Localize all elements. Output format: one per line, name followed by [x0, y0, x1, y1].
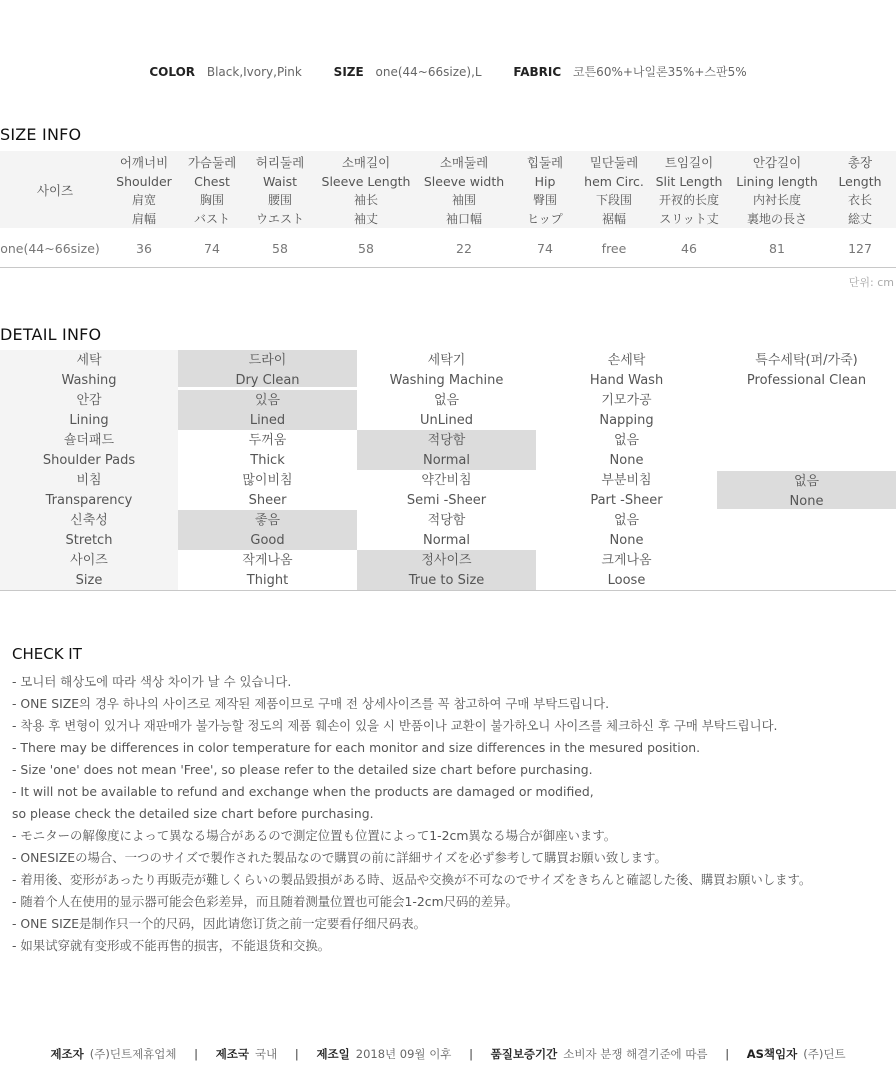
option-pads-none: 없음 None	[609, 433, 644, 468]
detail-row-stretch	[0, 510, 896, 550]
footer-manufacturer-value: (주)딘트제휴업체	[89, 1047, 177, 1061]
option-true-to-size: 정사이즈 True to Size	[357, 550, 536, 590]
option-washing-machine: 세탁기 Washing Machine	[389, 353, 504, 388]
size-col-sleeve-width: 소매둘레 Sleeve width 袖围 袖口幅	[423, 155, 505, 226]
option-dry-clean: 드라이 Dry Clean	[178, 350, 357, 387]
detail-label-stretch: 신축성 Stretch	[0, 510, 178, 550]
option-unlined: 없음 UnLined	[419, 393, 474, 428]
option-semi-sheer: 약간비침 Semi -Sheer	[406, 473, 487, 508]
option-thight: 작게나옴 Thight	[242, 553, 293, 588]
option-thick: 두꺼움 Thick	[248, 433, 287, 468]
color-value: Black,Ivory,Pink	[206, 65, 302, 79]
option-stretch-none: 없음 None	[609, 513, 644, 548]
detail-label-shoulder-pads: 숄더패드 Shoulder Pads	[0, 430, 178, 470]
detail-table	[0, 350, 896, 591]
size-value-sleeve-width: 22	[456, 241, 472, 256]
size-value-sleeve-length: 58	[358, 241, 374, 256]
check-line: - ONE SIZE是制作只一个的尺码，因此请您订货之前一定要看仔细尺码表。	[12, 916, 426, 931]
size-col-length: 총장 Length 衣长 総丈	[838, 155, 882, 226]
size-col-chest: 가슴둘레 Chest 胸围 バスト	[187, 155, 237, 226]
size-value-slit: 46	[681, 241, 697, 256]
option-stretch-good: 좋음 Good	[178, 510, 357, 550]
size-info-title: SIZE INFO	[0, 125, 82, 144]
detail-row-lining	[0, 390, 896, 430]
check-line: - 모니터 해상도에 따라 색상 차이가 날 수 있습니다.	[12, 674, 292, 689]
check-line: - 如果试穿就有变形或不能再售的损害，不能退货和交换。	[12, 938, 331, 953]
option-sheer: 많이비침 Sheer	[242, 473, 293, 508]
option-loose: 크게나옴 Loose	[601, 553, 652, 588]
detail-label-lining: 안감 Lining	[0, 390, 178, 430]
detail-row-size	[0, 550, 896, 590]
check-line: - 착용 후 변형이 있거나 재판매가 불가능할 정도의 제품 훼손이 있을 시 반품이나 교환이 불가하오니 사이즈를 체크하신 후 구매 부탁드립니다.	[12, 718, 778, 733]
product-spec-line	[0, 63, 896, 80]
product-info-footer	[0, 1046, 896, 1062]
size-value-shoulder: 36	[136, 241, 152, 256]
check-line: - It will not be available to refund and exchange when the products are damaged or modified,	[12, 784, 594, 799]
option-professional-clean: 특수세탁(퍼/가죽) Professional Clean	[746, 353, 867, 388]
fabric-label: FABRIC	[513, 65, 562, 79]
check-line: - 随着个人在使用的显示器可能会色彩差异，而且随着测量位置也可能会1-2cm尺码的差异。	[12, 894, 518, 909]
fabric-value: 코튼60%+나일론35%+스판5%	[573, 65, 747, 79]
footer-as-key: AS책임자	[746, 1047, 798, 1061]
check-line: - Size 'one' does not mean 'Free', so please refer to the detailed size chart before purchasing.	[12, 762, 593, 777]
footer-date-key: 제조일	[316, 1047, 350, 1061]
check-it-list	[12, 671, 892, 957]
option-hand-wash: 손세탁 Hand Wash	[589, 353, 664, 388]
size-col-waist: 허리둘레 Waist 腰围 ウエスト	[255, 155, 305, 226]
footer-manufacturer-key: 제조자	[50, 1047, 84, 1061]
footer-as-value: (주)딘트	[803, 1047, 846, 1061]
size-value-hem: free	[601, 241, 627, 256]
size-value-waist: 58	[272, 241, 288, 256]
detail-label-size: 사이즈 Size	[0, 550, 178, 590]
footer-warranty-key: 품질보증기간	[490, 1047, 558, 1061]
unit-note: 단위: cm	[848, 276, 894, 289]
option-part-sheer: 부분비침 Part -Sheer	[590, 473, 663, 508]
size-table-row	[0, 228, 896, 268]
size-table-header	[0, 151, 896, 228]
size-row-label: one(44~66size)	[0, 241, 100, 256]
footer-date-value: 2018년 09월 이후	[355, 1047, 452, 1061]
footer-separator: |	[469, 1047, 473, 1061]
detail-row-transparency	[0, 470, 896, 510]
size-col-hem: 밑단둘레 hem Circ. 下段围 裾幅	[584, 155, 644, 226]
size-col-sleeve-length: 소매길이 Sleeve Length 袖长 袖丈	[321, 155, 411, 226]
footer-country-key: 제조국	[215, 1047, 250, 1061]
option-stretch-normal: 적당함 Normal	[422, 513, 471, 548]
option-pads-normal: 적당함 Normal	[357, 430, 536, 470]
size-header-label: 사이즈	[36, 183, 74, 198]
size-col-shoulder: 어깨너비 Shoulder 肩宽 肩幅	[116, 155, 172, 226]
option-napping: 기모가공 Napping	[599, 393, 654, 428]
detail-row-washing	[0, 350, 896, 390]
check-line: - ONESIZEの場合、一つのサイズで製作された製品なので購買の前に詳細サイズを必ず参考して購買お願い致します。	[12, 850, 667, 865]
size-label: SIZE	[333, 65, 364, 79]
color-label: COLOR	[149, 65, 196, 79]
size-col-hip: 힙둘레 Hip 臀围 ヒップ	[526, 155, 564, 226]
size-table	[0, 151, 896, 268]
size-col-slit: 트임길이 Slit Length 开衩的长度 スリット丈	[655, 155, 723, 226]
size-value-hip: 74	[537, 241, 553, 256]
size-value: one(44~66size),L	[375, 65, 482, 79]
footer-warranty-value: 소비자 분쟁 해결기준에 따름	[563, 1047, 708, 1061]
size-value-length: 127	[848, 241, 872, 256]
check-it-title: CHECK IT	[12, 645, 82, 663]
detail-label-washing: 세탁 Washing	[0, 350, 178, 390]
size-value-chest: 74	[204, 241, 220, 256]
detail-label-transparency: 비침 Transparency	[0, 470, 178, 510]
footer-separator: |	[194, 1047, 199, 1061]
option-lined: 있음 Lined	[178, 390, 357, 430]
check-line: - モニターの解像度によって異なる場合があるので測定位置も位置によって1-2cm異なる場合が御座います。	[12, 828, 617, 843]
check-line: - 着用後、変形があったり再販売が難しくらいの製品毀損がある時、返品や交換が不可なのでサイズをきちんと確認した後、購買お願いします。	[12, 872, 812, 887]
size-value-lining: 81	[769, 241, 785, 256]
check-line: so please check the detailed size chart before purchasing.	[12, 806, 374, 821]
detail-row-shoulder-pads	[0, 430, 896, 470]
footer-country-value: 국내	[255, 1047, 278, 1061]
detail-info-title: DETAIL INFO	[0, 325, 102, 344]
footer-separator: |	[294, 1047, 299, 1061]
check-line: - There may be differences in color temperature for each monitor and size differences in the mesured position.	[12, 740, 701, 755]
check-line: - ONE SIZE의 경우 하나의 사이즈로 제작된 제품이므로 구매 전 상세사이즈를 꼭 참고하여 구매 부탁드립니다.	[12, 696, 610, 711]
size-col-lining: 안감길이 Lining length 内衬长度 裏地の長さ	[736, 155, 818, 226]
option-transparency-none: 없음 None	[717, 471, 896, 509]
footer-separator: |	[725, 1047, 730, 1061]
